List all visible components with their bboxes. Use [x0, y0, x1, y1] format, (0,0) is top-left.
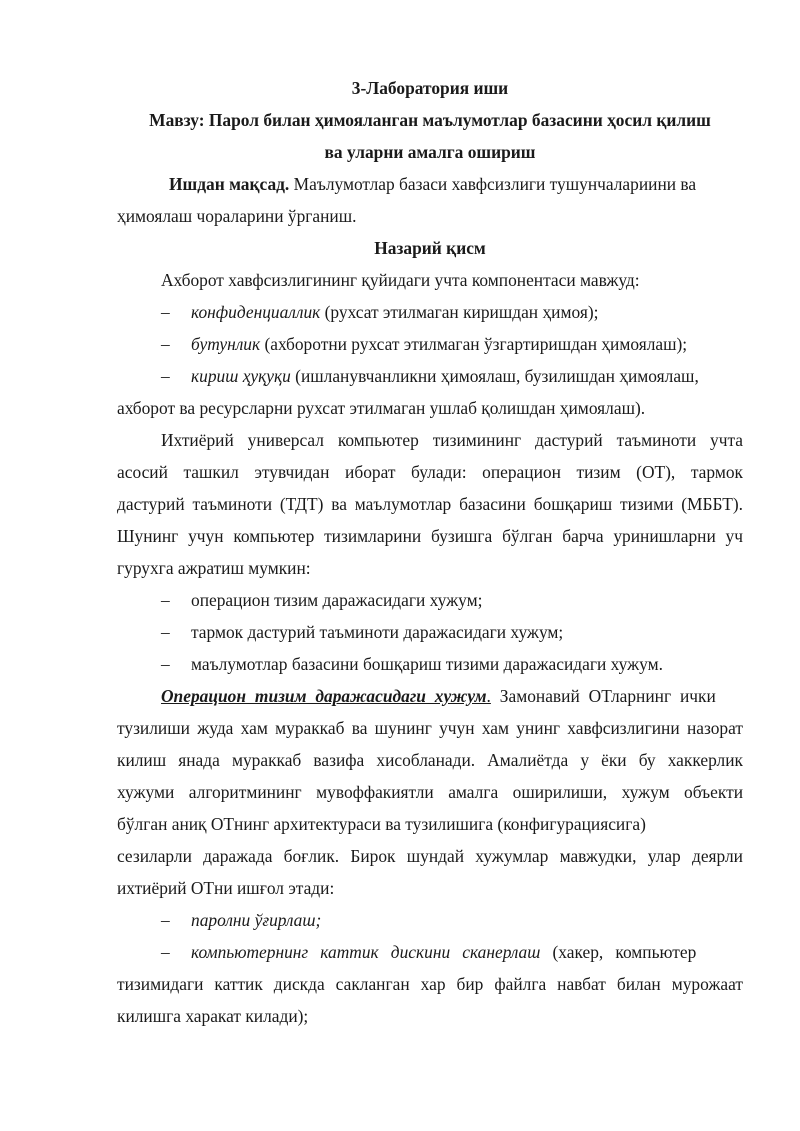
os-attack-desc: килишга харакат килади);: [117, 1006, 309, 1026]
para3-line: [117, 712, 743, 744]
para2-line: [117, 488, 743, 520]
component-term: бутунлик: [191, 334, 261, 354]
para3-line: [117, 840, 743, 872]
goal-text-1: Маълумотлар базаси хавфсизлиги тушунчалариини ва: [289, 174, 697, 194]
goal-line-1: [117, 168, 743, 200]
component-term: кириш ҳуқуқи: [191, 366, 291, 386]
dash-mark: –: [161, 302, 170, 322]
attack-level-text: маълумотлар базасини бошқариш тизими даражасидаги хужум.: [191, 654, 663, 674]
lab-title: 3-Лаборатория иши: [351, 78, 509, 98]
theory-title: Назарий қисм: [374, 238, 486, 258]
dash-mark: –: [161, 942, 170, 962]
goal-label: Ишдан мақсад.: [169, 174, 290, 194]
os-attack-term: паролни ўғирлаш;: [191, 910, 322, 930]
topic-line-1: Мавзу: Парол билан ҳимояланган маълумотлар базасини ҳосил қилиш: [149, 110, 711, 130]
component-item: [117, 296, 743, 328]
dash-mark: –: [161, 334, 170, 354]
intro-line: Ахборот хавфсизлигининг қуйидаги учта компонентаси мавжуд:: [161, 270, 640, 290]
para3-text: бўлган аниқ ОТнинг архитектураси ва тузилишига (конфигурациясига): [117, 814, 646, 834]
attack-level-text: тармок дастурий таъминоти даражасидаги хужум;: [191, 622, 564, 642]
component-desc: (ахборотни рухсат этилмаган ўзгартиришдан ҳимоялаш);: [260, 334, 688, 354]
component-desc: (рухсат этилмаган киришдан ҳимоя);: [320, 302, 599, 322]
document-page: [117, 72, 743, 1032]
para3-line: [117, 776, 743, 808]
os-attack-desc-cont: [117, 1000, 743, 1032]
component-item: [117, 360, 743, 392]
dash-mark: –: [161, 590, 170, 610]
title-dot: .: [486, 686, 491, 706]
attack-level-item: [117, 616, 743, 648]
component-term: конфиденциаллик: [191, 302, 321, 322]
component-desc-cont: ахборот ва ресурсларни рухсат этилмаган ушлаб қолишдан ҳимоялаш).: [117, 398, 646, 418]
para2-text: Шунинг учун компьютер тизимларини бузишга бўлган барча уринишларни уч: [117, 526, 743, 546]
os-attack-item: [117, 904, 743, 936]
para2-text: гурухга ажратиш мумкин:: [117, 558, 311, 578]
goal-line-2: ҳимоялаш чораларини ўрганиш.: [117, 206, 357, 226]
para3-line: [117, 744, 743, 776]
os-attack-title: Операцион тизим даражасидаги хужум: [161, 686, 487, 706]
para3-line: [117, 680, 743, 712]
dash-mark: –: [161, 366, 170, 386]
para3-text: килиш янада мураккаб вазифа хисобланади. Амалиётда у ёки бу хаккерлик: [117, 750, 743, 770]
para2-line: [117, 424, 743, 456]
para2-line: [117, 552, 743, 584]
para2-line: [117, 456, 743, 488]
os-attack-desc: тизимидаги каттик дискда сакланган хар бир файлга навбат билан мурожаат: [117, 974, 743, 994]
para3-line: [117, 872, 743, 904]
para3-text: ихтиёрий ОТни ишғол этади:: [117, 878, 335, 898]
para3-line: [117, 808, 743, 840]
para3-text: хужуми алгоритмининг мувоффакиятли амалга оширилиши, хужум объекти: [117, 782, 743, 802]
os-attack-desc-cont: [117, 968, 743, 1000]
para2-text: Ихтиёрий универсал компьютер тизимининг дастурий таъминоти учта: [161, 430, 743, 450]
component-desc: (ишланувчанликни ҳимоялаш, бузилишдан ҳимоялаш,: [290, 366, 699, 386]
os-attack-desc: (хакер, компьютер: [540, 942, 697, 962]
topic-line-2: ва уларни амалга ошириш: [324, 142, 536, 162]
dash-mark: –: [161, 910, 170, 930]
component-item: [117, 328, 743, 360]
para2-text: дастурий таъминоти (ТДТ) ва маълумотлар базасини бошқариш тизими (МББТ).: [117, 494, 743, 514]
os-attack-term: компьютернинг каттик дискини сканерлаш: [191, 942, 541, 962]
para3-text: сезиларли даражада боғлик. Бирок шундай хужумлар мавжудки, улар деярли: [117, 846, 743, 866]
dash-mark: –: [161, 654, 170, 674]
dash-mark: –: [161, 622, 170, 642]
attack-level-text: операцион тизим даражасидаги хужум;: [191, 590, 483, 610]
os-attack-item: [117, 936, 743, 968]
attack-level-item: [117, 584, 743, 616]
para2-text: асосий ташкил этувчидан иборат булади: операцион тизим (ОТ), тармок: [117, 462, 743, 482]
para3-text: тузилиши жуда хам мураккаб ва шунинг учун хам унинг хавфсизлигини назорат: [117, 718, 743, 738]
para3-text: Замонавий ОТларнинг ички: [490, 686, 716, 706]
attack-level-item: [117, 648, 743, 680]
para2-line: [117, 520, 743, 552]
